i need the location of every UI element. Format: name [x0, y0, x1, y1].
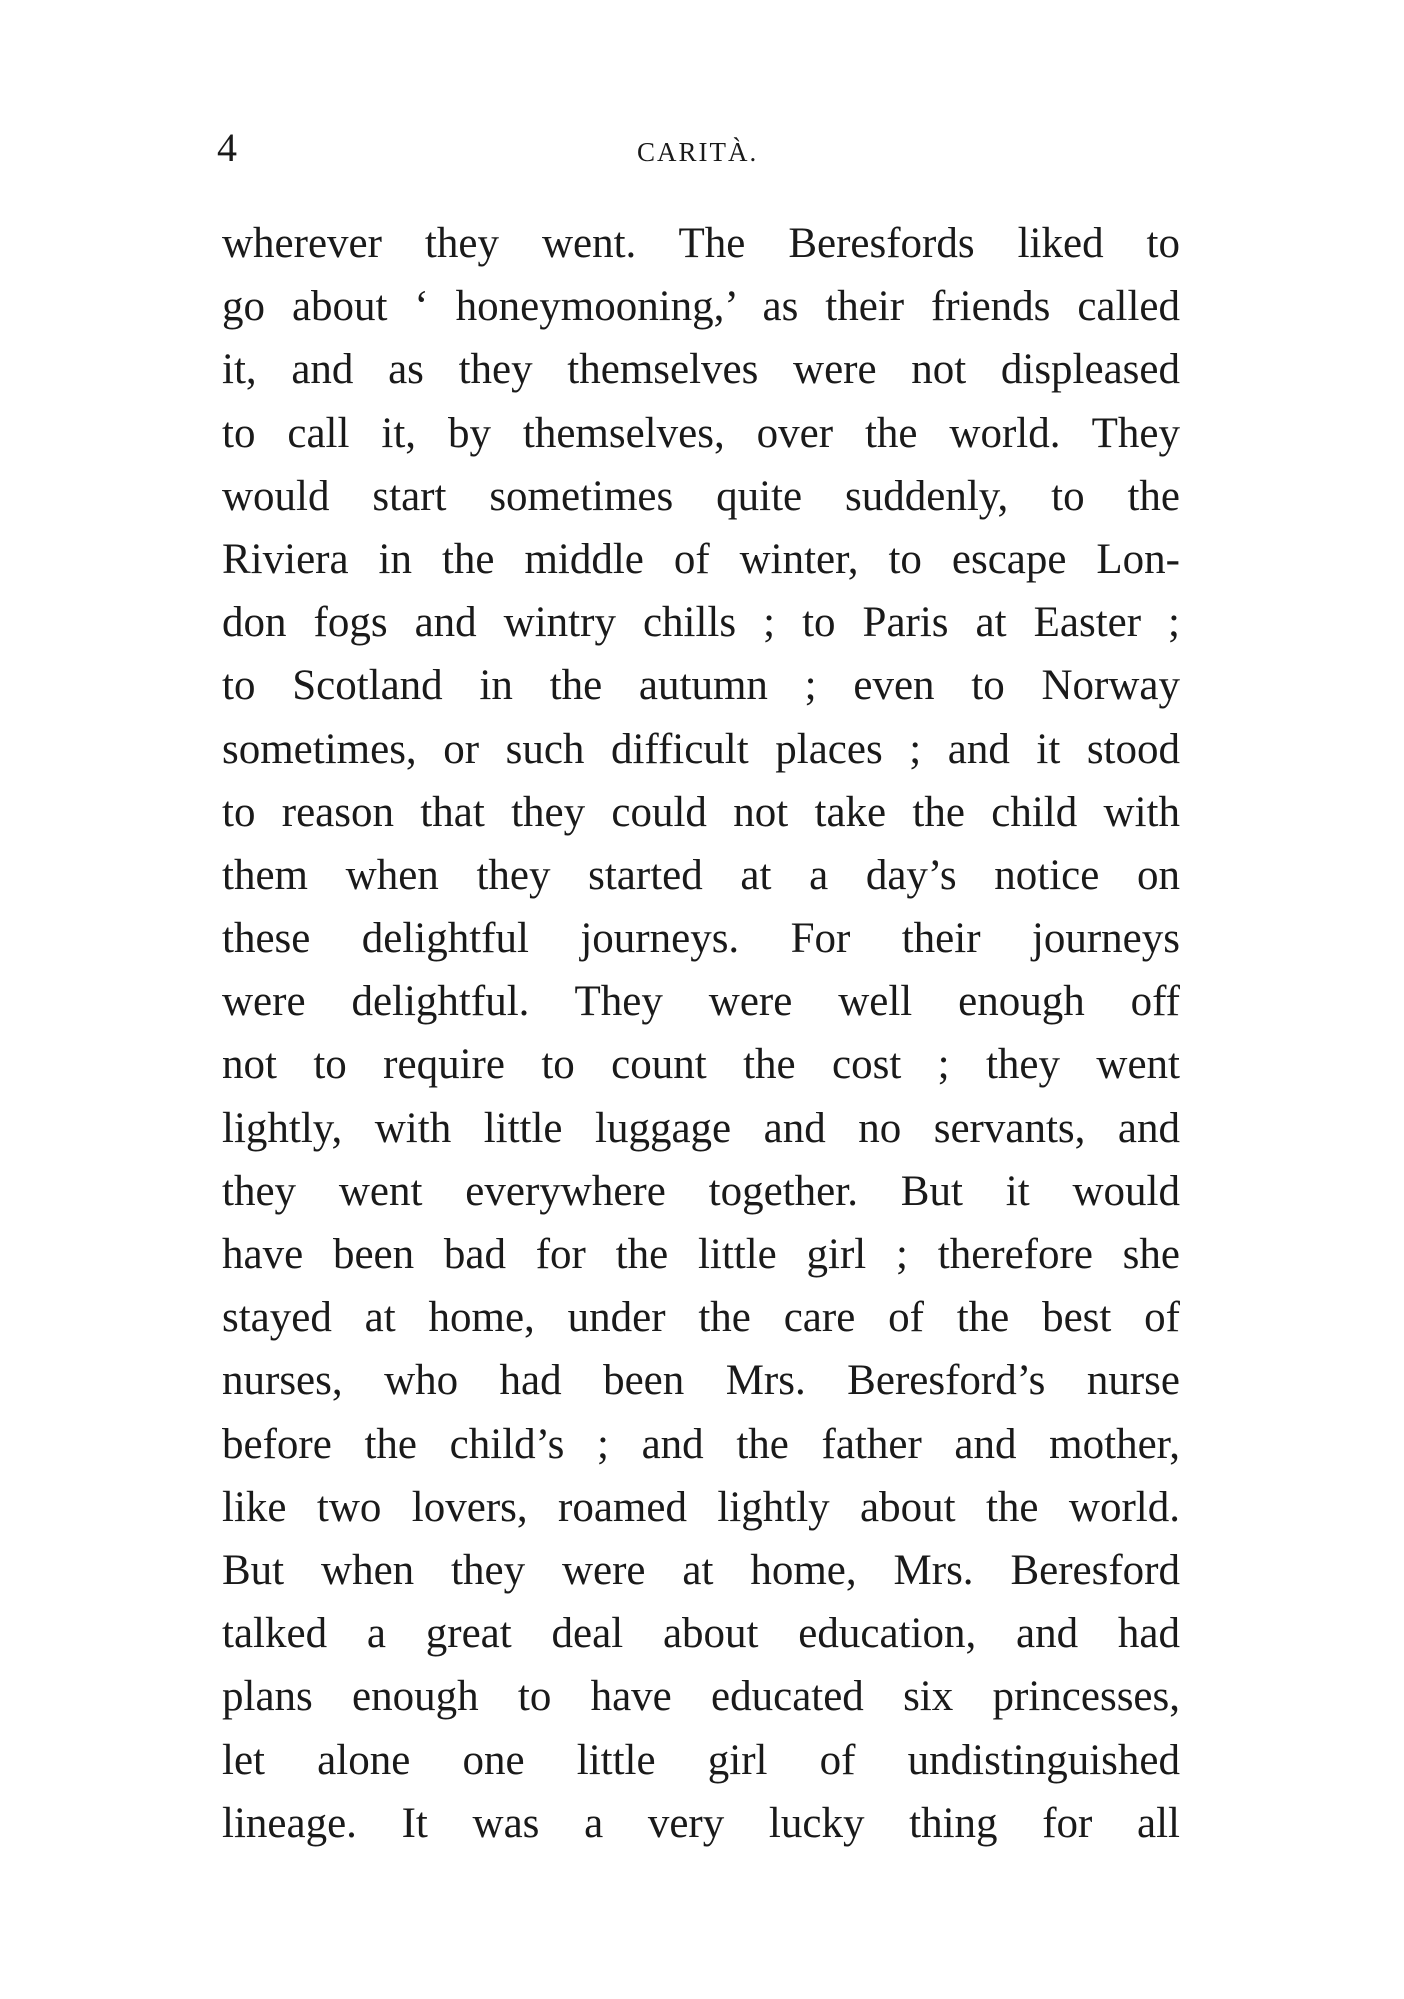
text-line: they went everywhere together. But it would: [222, 1167, 1180, 1215]
text-line: to call it, by themselves, over the world. They: [222, 409, 1180, 457]
text-line: to Scotland in the autumn ; even to Norway: [222, 662, 1180, 710]
text-line: But when they were at home, Mrs. Beresford: [222, 1546, 1180, 1594]
text-line: stayed at home, under the care of the best of: [222, 1294, 1180, 1342]
text-line: before the child’s ; and the father and mother,: [222, 1420, 1180, 1468]
page-number: 4: [217, 125, 237, 170]
text-line: like two lovers, roamed lightly about the world.: [222, 1483, 1180, 1531]
text-line: them when they started at a day’s notice on: [222, 851, 1180, 899]
text-line: Riviera in the middle of winter, to escape Lon-: [222, 535, 1180, 583]
text-line: to reason that they could not take the child with: [222, 788, 1180, 836]
text-line: lineage. It was a very lucky thing for all: [222, 1799, 1180, 1847]
text-line: were delightful. They were well enough off: [222, 978, 1180, 1026]
text-line: lightly, with little luggage and no servants, and: [222, 1104, 1180, 1152]
text-line: sometimes, or such difficult places ; and it stood: [222, 725, 1180, 773]
text-line: have been bad for the little girl ; therefore she: [222, 1231, 1180, 1278]
body-text: [222, 212, 1180, 1855]
text-line: don fogs and wintry chills ; to Paris at Easter ;: [222, 599, 1180, 647]
text-line: wherever they went. The Beresfords liked to: [222, 220, 1180, 267]
text-line: would start sometimes quite suddenly, to the: [222, 472, 1180, 520]
text-line: these delightful journeys. For their journeys: [222, 915, 1180, 963]
text-line: let alone one little girl of undistinguished: [222, 1736, 1180, 1784]
text-line: go about ‘ honeymooning,’ as their friends called: [222, 283, 1180, 331]
running-title: CARITÀ.: [637, 137, 759, 167]
text-line: it, and as they themselves were not displeased: [222, 346, 1180, 394]
text-line: plans enough to have educated six princesses,: [222, 1673, 1180, 1721]
running-head: [217, 118, 1177, 178]
text-line: talked a great deal about education, and had: [222, 1610, 1180, 1658]
text-line: nurses, who had been Mrs. Beresford’s nurse: [222, 1357, 1180, 1405]
text-line: not to require to count the cost ; they went: [222, 1041, 1180, 1089]
